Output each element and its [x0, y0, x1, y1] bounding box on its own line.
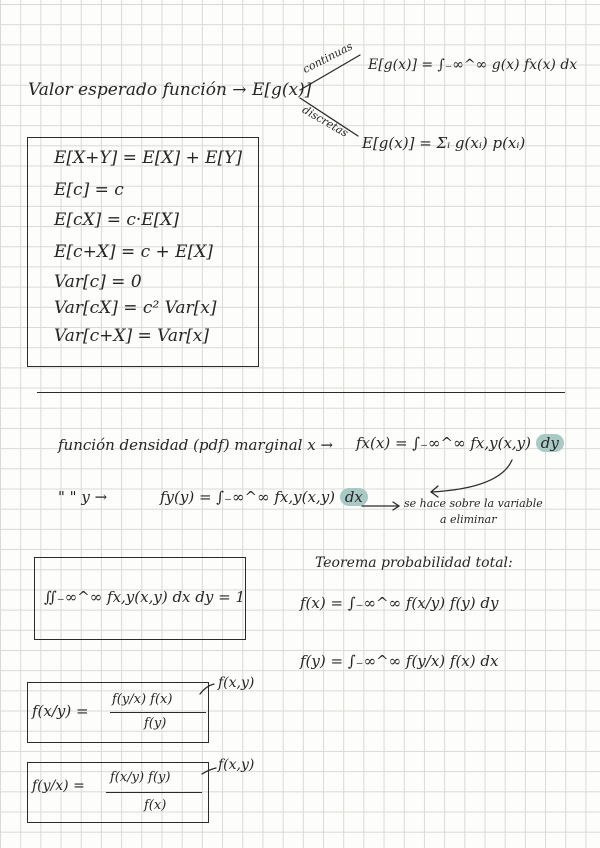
branch-line-up [300, 55, 360, 90]
total-probability-eq-y: f(y) = ∫₋∞^∞ f(y/x) f(x) dx [300, 652, 499, 670]
continuous-formula: E[g(x)] = ∫₋∞^∞ g(x) fx(x) dx [368, 57, 578, 73]
discrete-formula: E[g(x)] = Σᵢ g(xᵢ) p(xᵢ) [362, 134, 526, 152]
continuous-label: continuas [300, 39, 355, 76]
property-line: Var[c+X] = Var[x] [54, 326, 209, 346]
property-line: Var[cX] = c² Var[x] [54, 298, 217, 318]
property-line: E[c] = c [54, 180, 124, 200]
property-line: E[c+X] = c + E[X] [54, 242, 213, 262]
normalization-formula: ∬₋∞^∞ fx,y(x,y) dx dy = 1 [44, 588, 245, 606]
expected-value-function-label: Valor esperado función → E[g(x)] [28, 80, 312, 100]
bayes2-numerator: f(x/y) f(y) [110, 770, 171, 785]
highlight-dx: dx [340, 488, 368, 506]
variable-note: se hace sobre la variable [404, 497, 543, 510]
marginal-y-expression: fy(y) = ∫₋∞^∞ fx,y(x,y) [160, 488, 336, 506]
bayes1-joint-note: f(x,y) [218, 675, 255, 691]
property-line: Var[c] = 0 [54, 272, 142, 292]
total-probability-eq-x: f(x) = ∫₋∞^∞ f(x/y) f(y) dy [300, 594, 499, 612]
bayes1-arrow [200, 684, 214, 694]
branch-line-down [300, 98, 358, 136]
marginal-x-label: función densidad (pdf) marginal x → [58, 436, 334, 454]
variable-note-cont: a eliminar [440, 513, 497, 526]
note-curve-arrow [432, 460, 512, 492]
property-line: E[cX] = c·E[X] [54, 210, 180, 230]
bayes2-joint-note: f(x,y) [218, 757, 255, 773]
bayes1-denominator: f(y) [144, 716, 167, 731]
bayes2-arrow [202, 768, 216, 774]
property-line: E[X+Y] = E[X] + E[Y] [54, 148, 243, 168]
marginal-x-expression: fx(x) = ∫₋∞^∞ fx,y(x,y) [356, 434, 531, 452]
bayes1-numerator: f(y/x) f(x) [112, 692, 173, 707]
bayes2-denominator: f(x) [144, 798, 167, 813]
highlight-dy: dy [536, 434, 564, 452]
bayes2-lhs: f(y/x) = [32, 778, 85, 794]
marginal-y-label: " " y → [58, 488, 108, 506]
discrete-label: discretas [300, 103, 351, 140]
bayes1-lhs: f(x/y) = [32, 702, 89, 720]
total-probability-title: Teorema probabilidad total: [315, 555, 513, 571]
